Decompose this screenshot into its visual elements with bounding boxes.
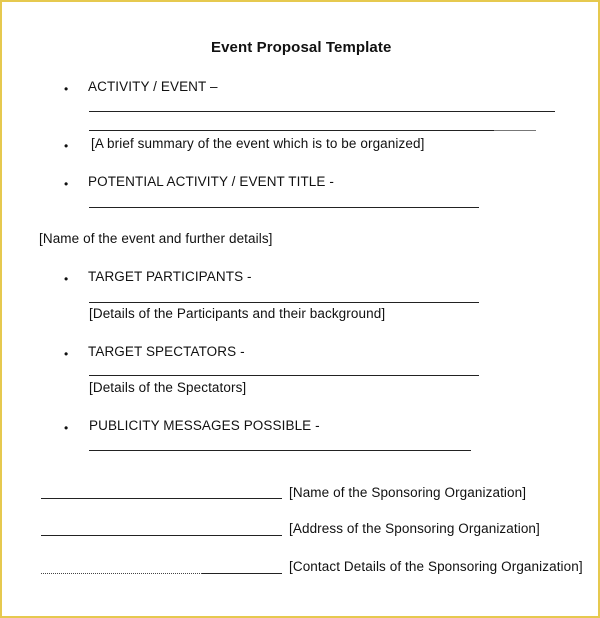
activity-event-label: ACTIVITY / EVENT – <box>88 79 218 94</box>
bullet-marker: • <box>64 421 69 435</box>
publicity-messages-label: PUBLICITY MESSAGES POSSIBLE - <box>89 418 320 433</box>
target-spectators-label: TARGET SPECTATORS - <box>88 344 245 359</box>
event-summary-placeholder: [A brief summary of the event which is to be organized] <box>91 136 425 151</box>
publicity-messages-fill-line <box>89 450 471 451</box>
sponsor-contact-placeholder: [Contact Details of the Sponsoring Organization] <box>289 559 583 574</box>
target-participants-fill-line <box>89 302 479 303</box>
event-name-placeholder: [Name of the event and further details] <box>39 231 273 246</box>
sponsor-name-placeholder: [Name of the Sponsoring Organization] <box>289 485 527 500</box>
bullet-marker: • <box>64 347 69 361</box>
spectators-details-placeholder: [Details of the Spectators] <box>89 380 247 395</box>
sponsor-address-fill-line <box>41 535 282 536</box>
bullet-marker: • <box>64 272 69 286</box>
sponsor-contact-fill-line <box>202 573 282 574</box>
bullet-marker: • <box>64 139 69 153</box>
bullet-marker: • <box>64 177 69 191</box>
document-title: Event Proposal Template <box>211 39 392 56</box>
bullet-marker: • <box>64 82 69 96</box>
target-participants-label: TARGET PARTICIPANTS - <box>88 269 252 284</box>
activity-event-fill-line-2-tail <box>494 130 536 131</box>
target-spectators-fill-line <box>89 375 479 376</box>
sponsor-address-placeholder: [Address of the Sponsoring Organization] <box>289 521 540 536</box>
activity-event-fill-line-2 <box>89 130 494 131</box>
event-title-label: POTENTIAL ACTIVITY / EVENT TITLE - <box>88 174 334 189</box>
activity-event-fill-line <box>89 111 555 112</box>
participants-details-placeholder: [Details of the Participants and their background] <box>89 306 386 321</box>
sponsor-contact-fill-line-dotted <box>41 573 202 574</box>
event-title-fill-line <box>89 207 479 208</box>
sponsor-name-fill-line <box>41 498 282 499</box>
